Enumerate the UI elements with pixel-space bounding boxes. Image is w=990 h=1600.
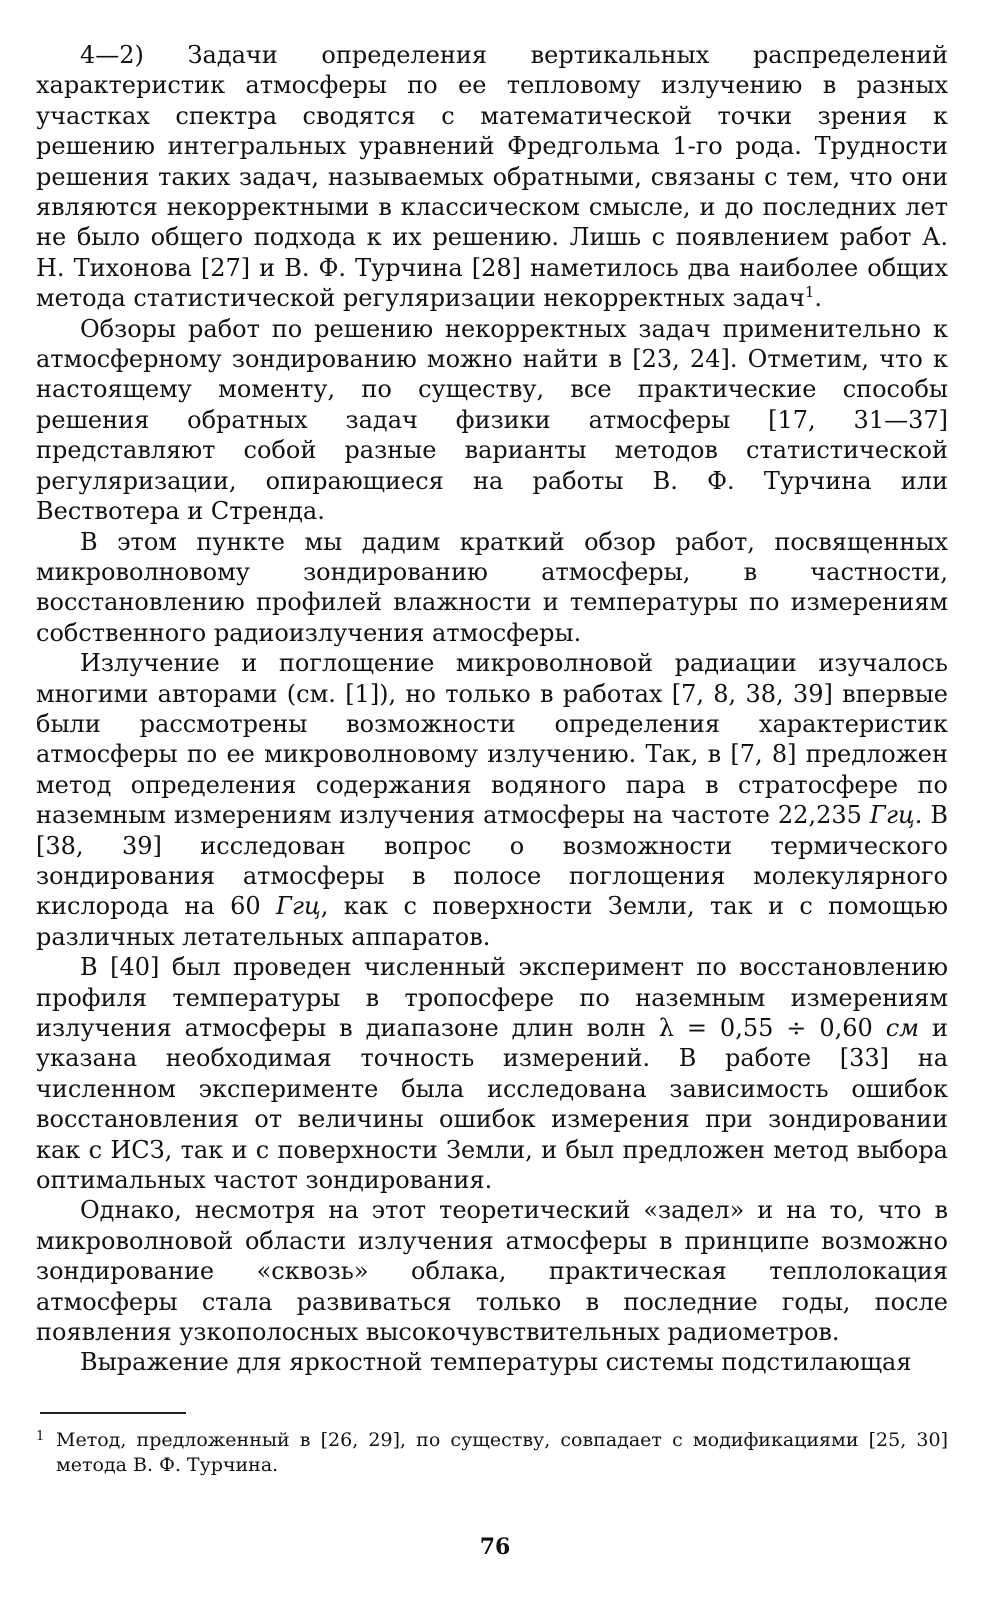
footnote [36, 1428, 948, 1478]
footnote-marker: 1 [36, 1429, 45, 1444]
page-number: 76 [479, 1534, 511, 1560]
page-body [36, 40, 948, 1378]
footnote-separator [40, 1412, 186, 1414]
paragraph-practical-sounding: Однако, несмотря на этот теоретический «задел» и на то, что в микроволновой области излучения атмосферы в принципе возможно зондирование «сквозь» облака, практическая теплолокация атмосферы стала развиваться только в последние годы, после появления узкополосных высокочувствительных радиометров. [36, 1196, 948, 1347]
footnote-text: Метод, предложенный в [26, 29], по существу, совпадает с модификациями [25, 30] метода В. Ф. Турчина. [56, 1429, 948, 1476]
paragraph-brightness-temperature: Выражение для яркостной температуры системы подстилающая [80, 1348, 912, 1377]
footnote-reference[interactable]: 1 [804, 283, 815, 302]
paragraph-reviews: Обзоры работ по решению некорректных задач применительно к атмосферному зондированию можно найти в [23, 24]. Отметим, что к настоящему моменту, по существу, все практические способы решения обратных задач физики атмосферы [17, 31—37] представляют собой разные варианты методов статистической регуляризации, опирающиеся на работы В. Ф. Турчина или Вествотера и Стренда. [36, 314, 948, 526]
paragraph-inverse-problems: 4—2) Задачи определения вертикальных распределений характеристик атмосферы по ее тепловому излучению в разных участках спектра сводятся с математической точки зрения к решению интегральных уравнений Фредгольма 1-го рода. Трудности решения таких задач, называемых обратными, связаны с тем, что они являются некорректными в классическом смысле, и до последних лет не было общего подхода к их решению. Лишь с появлением работ А. Н. Тихонова [27] и В. Ф. Турчина [28] наметилось два наиболее общих метода статистической регуляризации некорректных задач$^1$. [36, 41, 948, 313]
paragraph-microwave-emission: Излучение и поглощение микроволновой радиации изучалось многими авторами (см. [1]), но только в работах [7, 8, 38, 39] впервые были рассмотрены возможности определения характеристик атмосферы по ее микроволновому излучению. Так, в [7, 8] предложен метод определения содержания водяного пара в стратосфере по наземным измерениям излучения атмосферы на частоте 22,235 Ггц. В [38, 39] исследован вопрос о возможности термического зондирования атмосферы в полосе поглощения молекулярного кислорода на 60 Ггц, как с поверхности Земли, так и с помощью различных летательных аппаратов. [36, 649, 949, 951]
paragraph-numerical-experiment: В [40] был проведен численный эксперимент по восстановлению профиля температуры в тропосфере по наземным измерениям излучения атмосферы в диапазоне длин волн λ = 0,55 ÷ 0,60 см и указана необходимая точность измерений. В работе [33] на численном эксперименте была исследована зависимость ошибок восстановления от величины ошибок измерения при зондировании как с ИСЗ, так и с поверхности Земли, и был предложен метод выбора оптимальных частот зондирования. [36, 953, 948, 1195]
paragraph-section-intro: В этом пункте мы дадим краткий обзор работ, посвященных микроволновому зондированию атмосферы, в частности, восстановлению профилей влажности и температуры по измерениям собственного радиоизлучения атмосферы. [36, 527, 948, 647]
